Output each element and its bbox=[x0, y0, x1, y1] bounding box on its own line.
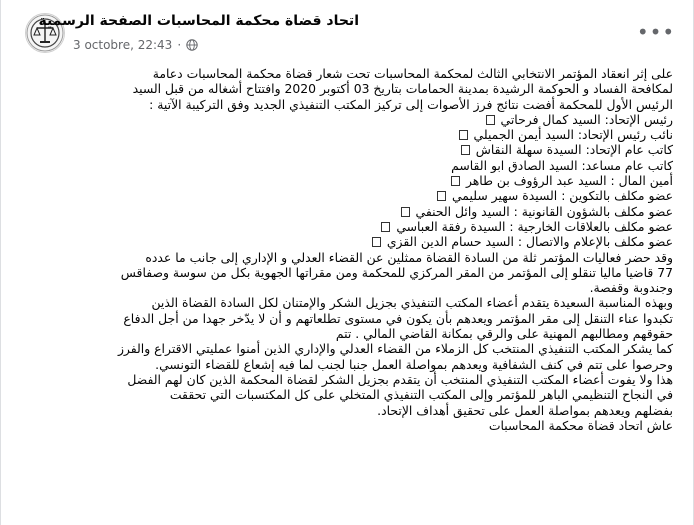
body-line: على إثر انعقاد المؤتمر الانتخابي الثالث لمحكمة المحاسبات تحت شعار قضاة محكمة المحاسبات دعامة bbox=[152, 66, 673, 81]
checkbox-icon bbox=[486, 115, 495, 125]
ellipsis-icon[interactable]: ••• bbox=[636, 20, 676, 44]
list-item bbox=[19, 204, 673, 219]
list-item bbox=[19, 112, 673, 127]
list-item-text: عضو مكلف بالشؤون القانونية : السيد وائل الحنفي bbox=[415, 203, 673, 219]
body-line: تكبدوا عناء التنقل إلى مقر المؤتمر ويعدهم بأن يكون في مستوى تطلعاتهم و أن لا يدّخر جهدا من أجل الدفاع bbox=[123, 310, 673, 326]
body-line: 77 قاضيا ماليا تنقلو إلى المؤتمر من المقر المركزي للمحكمة ومن مقراتها الجهوية بكل من سوسة وصفاقس bbox=[120, 264, 673, 280]
body-line: كاتب عام مساعد: السيد الصادق ابو القاسم bbox=[451, 157, 673, 173]
list-item bbox=[19, 127, 673, 142]
list-item-text: رئيس الإتحاد: السيد كمال فرحاتي bbox=[500, 111, 673, 127]
list-item-text: عضو مكلف بالإعلام والاتصال : السيد حسام الدين القزي bbox=[386, 234, 673, 250]
list-item-text: عضو مكلف بالتكوين : السيدة سهير سليمي bbox=[451, 188, 673, 204]
checkbox-icon bbox=[372, 237, 381, 247]
body-line: الرئيس الأول للمحكمة أفضت نتائج فرز الأصوات إلى تركيز المكتب التنفيذي الجديد وفق التركيبة الآتية : bbox=[149, 96, 673, 112]
list-item bbox=[19, 188, 673, 203]
post-body bbox=[19, 66, 673, 433]
body-line: وبهذه المناسبة السعيدة يتقدم أعضاء المكتب التنفيذي بجزيل الشكر والإمتنان لكل السادة القضاة الذين bbox=[151, 295, 673, 311]
page-name-link[interactable]: اتحاد قضاة محكمة المحاسبات الصفحة الرسمية bbox=[38, 13, 359, 29]
body-line: بفضلهم ويعدهم بمواصلة العمل على تحقيق أهداف الإتحاد. bbox=[377, 402, 673, 418]
list-item-text: أمين المال : السيد عبد الرؤوف بن طاهر bbox=[465, 173, 673, 189]
body-line: وجندوبة وقفصة. bbox=[589, 280, 673, 296]
body-line: وحرصوا على تتم في كنف الشفافية ويعدهم بمواصلة العمل جنبا لجنب لما فيه إشعاع للقضاء التونسي. bbox=[155, 356, 673, 372]
list-item bbox=[19, 173, 673, 188]
meta-separator: · bbox=[177, 38, 182, 52]
body-line: وقد حضر فعاليات المؤتمر ثلة من السادة القضاة ممثلين عن القضاء العدلي و الإداري إلى جانب ما عدده bbox=[145, 249, 673, 265]
list-item-text: نائب رئيس الإتحاد: السيد أيمن الجميلي bbox=[473, 127, 673, 143]
body-line: حقوقهم ومطالبهم المهنية على والرقي بمكانة القاضي المالي . تتم bbox=[335, 326, 673, 342]
globe-icon[interactable] bbox=[186, 39, 198, 51]
checkbox-icon bbox=[401, 207, 410, 217]
list-item-text: عضو مكلف بالعلاقات الخارجية : السيدة رفقة العباسي bbox=[396, 218, 673, 234]
list-item bbox=[19, 219, 673, 234]
body-line: في النجاح التنظيمي الباهر للمؤتمر وإلى المكتب التنفيذي المتخلي على كل المكتسبات التي تحققت bbox=[169, 387, 673, 403]
body-line: كما يشكر المكتب التنفيذي المنتخب كل الزملاء من القضاء العدلي والإداري الذين أمنوا عمليتي الاقتراع والفرز bbox=[117, 341, 673, 357]
list-item-text: كاتب عام الإتحاد: السيدة سهلة النقاش bbox=[475, 142, 673, 158]
post-header bbox=[1, 0, 694, 62]
body-line: هذا ولا يفوت أعضاء المكتب التنفيذي المنتخب أن يتقدم بجزيل الشكر لقضاة المحكمة الذين كان لهم الفضل bbox=[127, 371, 673, 387]
checkbox-icon bbox=[461, 145, 470, 155]
checkbox-icon bbox=[451, 176, 460, 186]
post-meta bbox=[73, 38, 198, 52]
post-date-link[interactable]: 3 octobre, 22:43 bbox=[73, 38, 173, 52]
checkbox-icon bbox=[381, 222, 390, 232]
list-item bbox=[19, 234, 673, 249]
body-line: لمكافحة الفساد و الحوكمة الرشيدة بمدينة الحمامات بتاريخ 03 أكتوبر 2020 وافتتاح أشغاله من قبل السيد bbox=[132, 81, 673, 97]
list-item bbox=[19, 142, 673, 157]
checkbox-icon bbox=[437, 191, 446, 201]
checkbox-icon bbox=[459, 130, 468, 140]
body-line: عاش اتحاد قضاة محكمة المحاسبات bbox=[488, 417, 673, 433]
